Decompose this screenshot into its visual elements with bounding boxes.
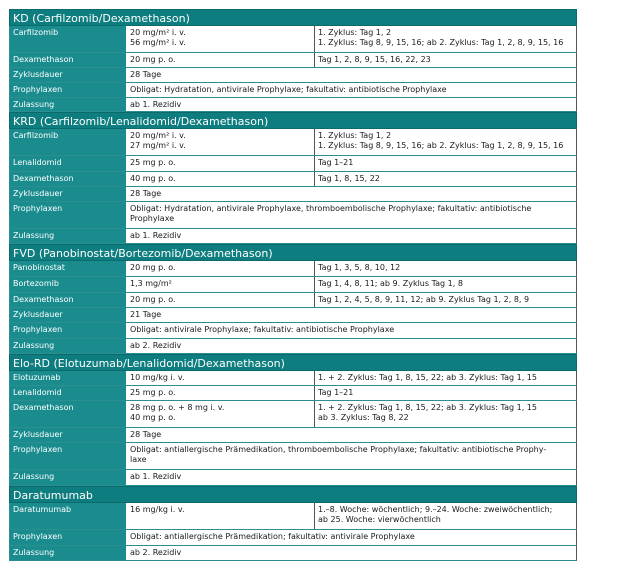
dose-cell bbox=[127, 277, 315, 292]
info-cell bbox=[127, 443, 577, 469]
regimen-title: Elo-RD (Elotuzumab/Lenalidomid/Dexamethason) bbox=[9, 354, 577, 371]
row-label: Prophylaxen bbox=[9, 323, 127, 338]
info-cell bbox=[127, 229, 577, 243]
info-cell bbox=[127, 83, 577, 97]
table-row bbox=[9, 68, 577, 83]
schedule-line: 1. + 2. Zyklus: Tag 1, 8, 15, 22; ab 3. Zyklus: Tag 1, 15 bbox=[318, 403, 537, 412]
dose-line: 16 mg/kg i. v. bbox=[130, 505, 185, 514]
dose-line: 25 mg p. o. bbox=[130, 158, 176, 167]
info-cell bbox=[127, 339, 577, 353]
table-row bbox=[9, 229, 577, 244]
info-cell bbox=[127, 546, 577, 560]
row-label: Zyklusdauer bbox=[9, 308, 127, 322]
row-label: Carfilzomib bbox=[9, 26, 127, 52]
table-row bbox=[9, 261, 577, 277]
table-row bbox=[9, 277, 577, 293]
row-label: Prophylaxen bbox=[9, 202, 127, 228]
schedule-cell bbox=[315, 371, 577, 385]
info-cell bbox=[127, 428, 577, 442]
table-row bbox=[9, 293, 577, 308]
table-row bbox=[9, 156, 577, 172]
row-label: Zulassung bbox=[9, 229, 127, 243]
dose-cell bbox=[127, 156, 315, 171]
dose-line: 10 mg/kg i. v. bbox=[130, 373, 185, 382]
table-row bbox=[9, 323, 577, 339]
dose-cell bbox=[127, 293, 315, 307]
dose-line: 40 mg p. o. bbox=[130, 174, 176, 183]
schedule-cell bbox=[315, 503, 577, 529]
row-label: Dexamethason bbox=[9, 172, 127, 186]
row-label: Lenalidomid bbox=[9, 386, 127, 400]
info-line: Obligat: Hydratation, antivirale Prophylaxe, thromboembolische Prophylaxe; fakultativ: antibiotische bbox=[130, 204, 532, 213]
schedule-line: ab 3. Zyklus: Tag 8, 22 bbox=[318, 413, 409, 422]
schedule-line: Tag 1–21 bbox=[318, 388, 354, 397]
table-row bbox=[9, 187, 577, 202]
dose-line: 56 mg/m² i. v. bbox=[130, 38, 186, 47]
row-label: Prophylaxen bbox=[9, 443, 127, 469]
dose-line: 20 mg p. o. bbox=[130, 263, 176, 272]
regimen-krd bbox=[9, 112, 577, 244]
schedule-cell bbox=[315, 156, 577, 171]
info-line: ab 1. Rezidiv bbox=[130, 472, 182, 481]
regimen-title: KD (Carfilzomib/Dexamethason) bbox=[9, 9, 577, 26]
row-label: Panobinostat bbox=[9, 261, 127, 276]
info-line: ab 2. Rezidiv bbox=[130, 548, 182, 557]
info-line: laxe bbox=[130, 455, 147, 464]
table-row bbox=[9, 386, 577, 401]
schedule-line: ab 25. Woche: vierwöchentlich bbox=[318, 515, 441, 524]
info-line: 28 Tage bbox=[130, 189, 162, 198]
regimen-daratumumab bbox=[9, 486, 577, 561]
table-row bbox=[9, 503, 577, 530]
dose-cell bbox=[127, 26, 315, 52]
dose-line: 20 mg p. o. bbox=[130, 55, 176, 64]
schedule-line: 1. Zyklus: Tag 8, 9, 15, 16; ab 2. Zyklus: Tag 1, 2, 8, 9, 15, 16 bbox=[318, 38, 564, 47]
dose-line: 27 mg/m² i. v. bbox=[130, 141, 186, 150]
info-line: Obligat: antiallergische Prämedikation; fakultativ: antivirale Prophylaxe bbox=[130, 532, 415, 541]
schedule-line: 1. + 2. Zyklus: Tag 1, 8, 15, 22; ab 3. Zyklus: Tag 1, 15 bbox=[318, 373, 537, 382]
schedule-cell bbox=[315, 293, 577, 307]
row-label: Zyklusdauer bbox=[9, 187, 127, 201]
regimen-title: Daratumumab bbox=[9, 486, 577, 503]
row-label: Bortezomib bbox=[9, 277, 127, 292]
dose-cell bbox=[127, 386, 315, 400]
dose-cell bbox=[127, 261, 315, 276]
table-row bbox=[9, 172, 577, 187]
regimen-table bbox=[9, 9, 577, 561]
info-line: 21 Tage bbox=[130, 310, 162, 319]
schedule-cell bbox=[315, 172, 577, 186]
table-row bbox=[9, 371, 577, 386]
schedule-cell bbox=[315, 277, 577, 292]
schedule-line: Tag 1, 3, 5, 8, 10, 12 bbox=[318, 263, 401, 272]
table-row bbox=[9, 530, 577, 546]
schedule-cell bbox=[315, 401, 577, 427]
info-line: ab 1. Rezidiv bbox=[130, 100, 182, 109]
info-line: Obligat: Hydratation, antivirale Prophylaxe; fakultativ: antibiotische Prophylaxe bbox=[130, 85, 447, 94]
info-cell bbox=[127, 530, 577, 545]
row-label: Zyklusdauer bbox=[9, 428, 127, 442]
schedule-cell bbox=[315, 129, 577, 155]
regimen-elo-rd bbox=[9, 354, 577, 486]
schedule-line: Tag 1, 8, 15, 22 bbox=[318, 174, 380, 183]
row-label: Zyklusdauer bbox=[9, 68, 127, 82]
info-cell bbox=[127, 187, 577, 201]
info-line: Obligat: antiallergische Prämedikation, thromboembolische Prophylaxe; fakultativ: antibiotische Prophy- bbox=[130, 445, 547, 454]
table-row bbox=[9, 428, 577, 443]
row-label: Dexamethason bbox=[9, 53, 127, 67]
dose-line: 20 mg/m² i. v. bbox=[130, 131, 186, 140]
row-label: Zulassung bbox=[9, 470, 127, 485]
schedule-cell bbox=[315, 261, 577, 276]
schedule-line: Tag 1, 2, 8, 9, 15, 16, 22, 23 bbox=[318, 55, 431, 64]
info-line: 28 Tage bbox=[130, 70, 162, 79]
row-label: Zulassung bbox=[9, 98, 127, 111]
table-row bbox=[9, 202, 577, 229]
table-row bbox=[9, 129, 577, 156]
regimen-title: KRD (Carfilzomib/Lenalidomid/Dexamethason) bbox=[9, 112, 577, 129]
row-label: Prophylaxen bbox=[9, 530, 127, 545]
row-label: Carfilzomib bbox=[9, 129, 127, 155]
row-label: Dexamethason bbox=[9, 293, 127, 307]
info-line: ab 1. Rezidiv bbox=[130, 231, 182, 240]
row-label: Prophylaxen bbox=[9, 83, 127, 97]
regimen-fvd bbox=[9, 244, 577, 354]
dose-line: 28 mg p. o. + 8 mg i. v. bbox=[130, 403, 225, 412]
schedule-line: Tag 1, 2, 4, 5, 8, 9, 11, 12; ab 9. Zyklus Tag 1, 2, 8, 9 bbox=[318, 295, 530, 304]
dose-cell bbox=[127, 401, 315, 427]
info-cell bbox=[127, 202, 577, 228]
schedule-line: Tag 1–21 bbox=[318, 158, 354, 167]
schedule-line: Tag 1, 4, 8, 11; ab 9. Zyklus Tag 1, 8 bbox=[318, 279, 463, 288]
schedule-cell bbox=[315, 386, 577, 400]
regimen-title: FVD (Panobinostat/Bortezomib/Dexamethason) bbox=[9, 244, 577, 261]
dose-cell bbox=[127, 53, 315, 67]
info-cell bbox=[127, 323, 577, 338]
row-label: Zulassung bbox=[9, 339, 127, 353]
row-label: Dexamethason bbox=[9, 401, 127, 427]
info-cell bbox=[127, 98, 577, 111]
info-line: 28 Tage bbox=[130, 430, 162, 439]
info-line: Obligat: antivirale Prophylaxe; fakultativ: antibiotische Prophylaxe bbox=[130, 325, 395, 334]
dose-cell bbox=[127, 503, 315, 529]
table-row bbox=[9, 308, 577, 323]
schedule-line: 1.–8. Woche: wöchentlich; 9.–24. Woche: zweiwöchentlich; bbox=[318, 505, 553, 514]
table-row bbox=[9, 546, 577, 561]
row-label: Zulassung bbox=[9, 546, 127, 560]
info-line: ab 2. Rezidiv bbox=[130, 341, 182, 350]
dose-cell bbox=[127, 129, 315, 155]
regimen-kd bbox=[9, 9, 577, 112]
dose-cell bbox=[127, 371, 315, 385]
dose-line: 20 mg p. o. bbox=[130, 295, 176, 304]
schedule-cell bbox=[315, 53, 577, 67]
row-label: Lenalidomid bbox=[9, 156, 127, 171]
info-cell bbox=[127, 308, 577, 322]
schedule-line: 1. Zyklus: Tag 1, 2 bbox=[318, 28, 392, 37]
table-row bbox=[9, 339, 577, 354]
schedule-line: 1. Zyklus: Tag 8, 9, 15, 16; ab 2. Zyklus: Tag 1, 2, 8, 9, 15, 16 bbox=[318, 141, 564, 150]
dose-line: 20 mg/m² i. v. bbox=[130, 28, 186, 37]
dose-line: 25 mg p. o. bbox=[130, 388, 176, 397]
info-cell bbox=[127, 68, 577, 82]
schedule-cell bbox=[315, 26, 577, 52]
table-row bbox=[9, 53, 577, 68]
row-label: Daratumumab bbox=[9, 503, 127, 529]
table-row bbox=[9, 470, 577, 486]
table-row bbox=[9, 401, 577, 428]
dose-line: 40 mg p. o. bbox=[130, 413, 176, 422]
table-row bbox=[9, 443, 577, 470]
info-cell bbox=[127, 470, 577, 485]
table-row bbox=[9, 98, 577, 112]
schedule-line: 1. Zyklus: Tag 1, 2 bbox=[318, 131, 392, 140]
table-row bbox=[9, 26, 577, 53]
dose-line: 1,3 mg/m² bbox=[130, 279, 172, 288]
info-line: Prophylaxe bbox=[130, 214, 175, 223]
row-label: Elotuzumab bbox=[9, 371, 127, 385]
table-row bbox=[9, 83, 577, 98]
dose-cell bbox=[127, 172, 315, 186]
